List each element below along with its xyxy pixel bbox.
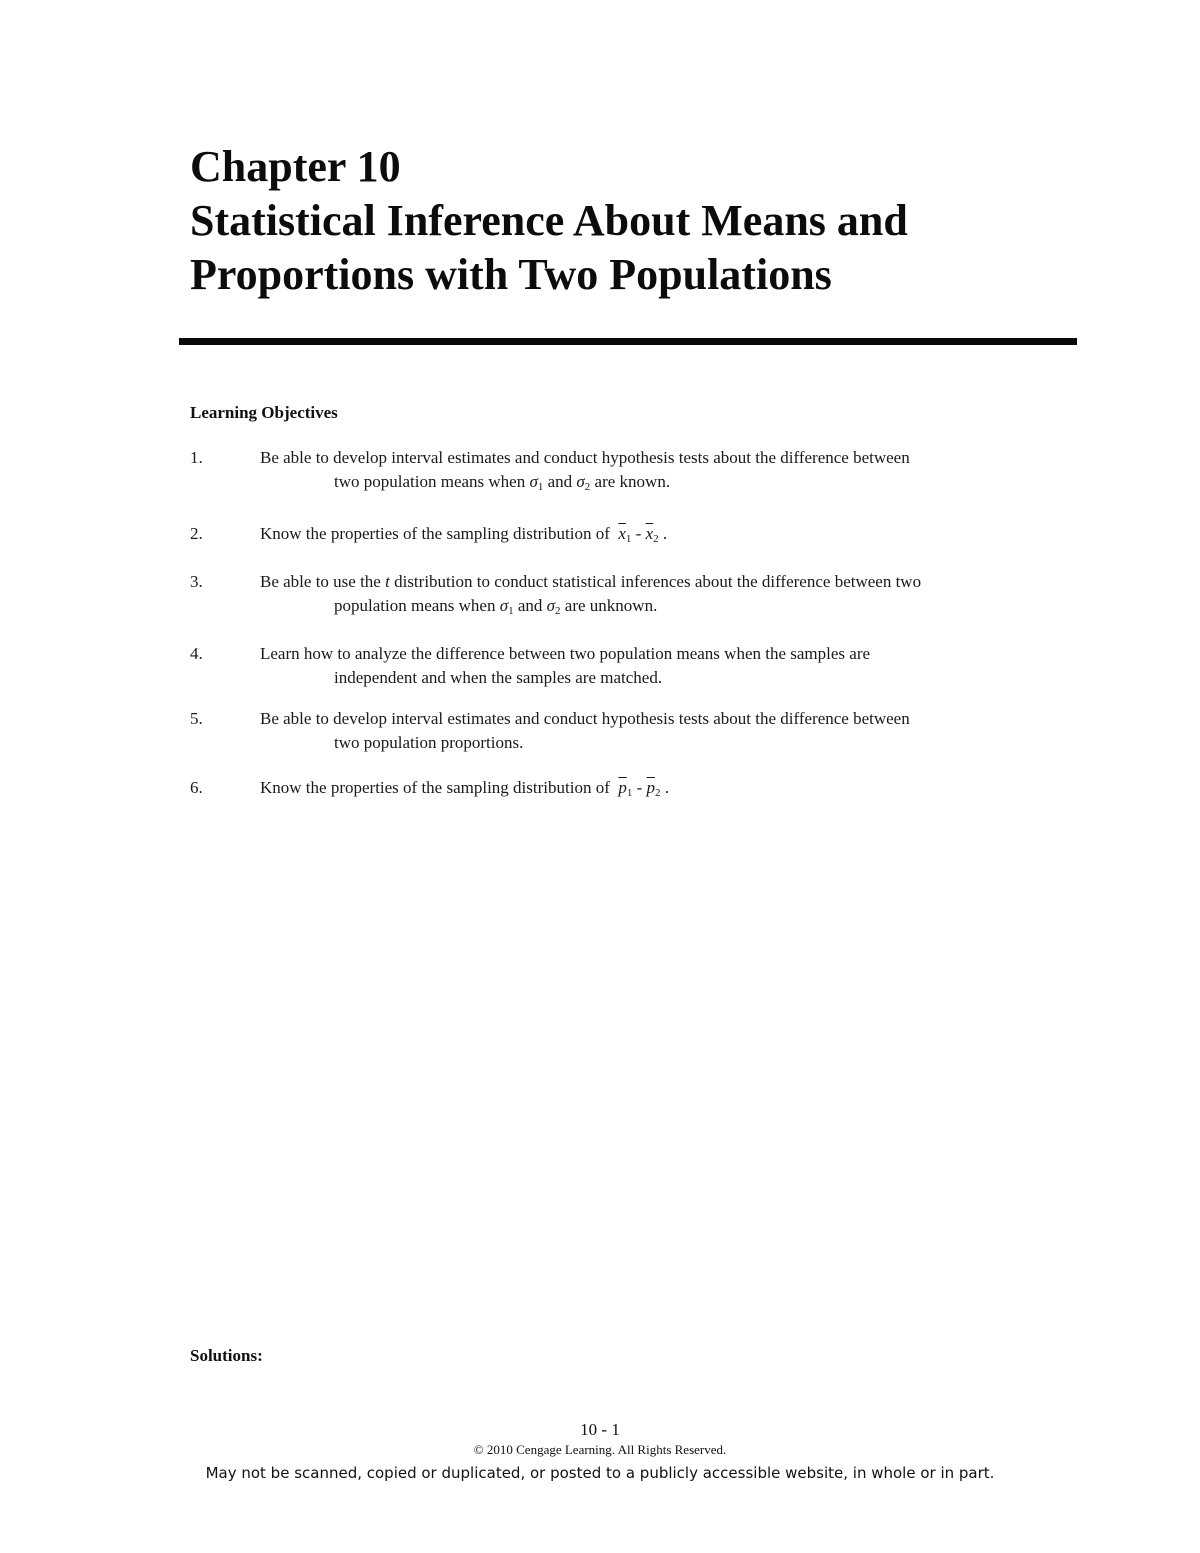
t-symbol: t (385, 572, 390, 591)
objective-text: Know the properties of the sampling distribution of $\overline{x}_1 - \overline{x}_2$ . (260, 524, 668, 545)
copyright-notice: © 2010 Cengage Learning. All Rights Reserved. (473, 1442, 727, 1457)
p-bar-difference-formula: $\overline{p}_1 - \overline{p}_2$ (618, 778, 661, 799)
objective-line: independent and when the samples are matched. (334, 668, 663, 687)
chapter-title (190, 140, 1090, 302)
learning-objectives-heading: Learning Objectives (190, 403, 338, 422)
objective-number: 6. (190, 778, 203, 797)
sigma-2-symbol: $\sigma_2$ (576, 472, 591, 493)
title-divider (179, 338, 1077, 345)
objective-line: population means when $\sigma_1$ and $\sigma_2$ are unknown. (334, 596, 658, 617)
objective-line: two population proportions. (334, 733, 524, 752)
objective-text-fragment: Know the properties of the sampling distribution of (260, 778, 615, 797)
objective-number: 1. (190, 448, 203, 467)
x-bar-difference-formula: $\overline{x}_1 - \overline{x}_2$ (618, 524, 659, 545)
sigma-1-symbol: $\sigma_1$ (499, 596, 514, 617)
objective-line: Be able to develop interval estimates and conduct hypothesis tests about the difference between (260, 448, 910, 467)
objective-item-5 (190, 707, 1060, 755)
objective-item-2 (190, 522, 1060, 551)
chapter-title-line-1: Statistical Inference About Means and (190, 196, 908, 245)
objective-number: 3. (190, 572, 203, 591)
objective-text-fragment: Be able to use the (260, 572, 386, 591)
objective-line: Be able to develop interval estimates and conduct hypothesis tests about the difference between (260, 709, 910, 728)
sigma-1-symbol: $\sigma_1$ (529, 472, 544, 493)
objective-number: 5. (190, 709, 203, 728)
objective-text-fragment: Know the properties of the sampling distribution of (260, 524, 615, 543)
objective-number: 2. (190, 524, 203, 543)
objective-text: Know the properties of the sampling distribution of $\overline{p}_1 - \overline{p}_2$ . (260, 778, 670, 799)
chapter-title-line-2: Proportions with Two Populations (190, 250, 832, 299)
objective-line: Learn how to analyze the difference between two population means when the samples are (260, 644, 871, 663)
objective-text (260, 570, 1060, 623)
objective-text (260, 446, 1060, 499)
solutions-heading: Solutions: (190, 1346, 263, 1365)
objective-item-4 (190, 642, 1060, 690)
objective-number: 4. (190, 644, 203, 663)
objective-line: two population means when $\sigma_1$ and $\sigma_2$ are known. (334, 472, 671, 493)
objective-item-6 (190, 776, 1060, 805)
objective-text-fragment: distribution to conduct statistical inferences about the difference between two (389, 572, 922, 591)
objective-text-fragment: population means when (334, 596, 500, 615)
chapter-number: Chapter 10 (190, 142, 401, 191)
objective-text-fragment: are unknown. (560, 596, 658, 615)
objective-item-1 (190, 446, 1060, 499)
objective-text (260, 707, 1060, 755)
objective-item-3 (190, 570, 1060, 623)
objective-text-fragment: are known. (590, 472, 671, 491)
objective-text (260, 642, 1060, 690)
page-number: 10 - 1 (580, 1420, 620, 1439)
objective-text-fragment: two population means when (334, 472, 530, 491)
disclaimer-text: May not be scanned, copied or duplicated, or posted to a publicly accessible website, in whole or in part. (205, 1464, 995, 1482)
sigma-2-symbol: $\sigma_2$ (546, 596, 561, 617)
